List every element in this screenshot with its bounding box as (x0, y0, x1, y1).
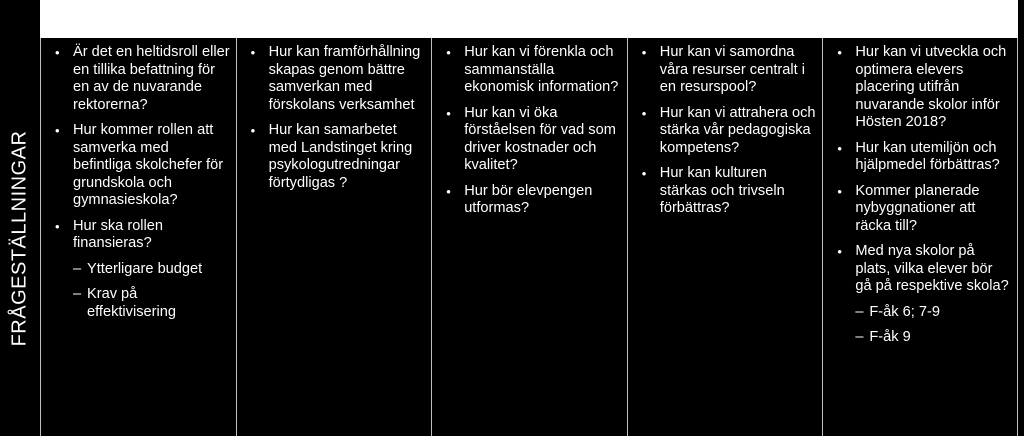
sub-item: – F-åk 9 (855, 329, 1011, 347)
question-item: • Hur ska rollen finansieras? – Ytterligare budget – Krav på effektivisering (53, 218, 230, 322)
sub-list (73, 261, 230, 322)
question-column (40, 38, 236, 436)
question-column (627, 38, 823, 436)
question-item: • Hur kan samarbetet med Landstinget kring psykologutredningar förtydligas ? (249, 122, 426, 192)
question-column (822, 38, 1018, 436)
question-item: • Hur kan vi förenkla och sammanställa ekonomisk information? (444, 44, 621, 97)
question-list (835, 44, 1011, 347)
question-list (444, 44, 621, 218)
question-list (640, 44, 817, 218)
side-label (0, 40, 40, 436)
side-label-text: FRÅGESTÄLLNINGAR (8, 130, 31, 346)
question-item: • Hur kan utemiljön och hjälpmedel förbättras? (835, 140, 1011, 175)
questions-grid (40, 38, 1018, 436)
question-list (53, 44, 230, 321)
question-item: • Hur kan vi attrahera och stärka vår pedagogiska kompetens? (640, 105, 817, 158)
sub-list (855, 304, 1011, 347)
sub-item: – Ytterligare budget (73, 261, 230, 279)
question-item: • Hur kan kulturen stärkas och trivseln förbättras? (640, 165, 817, 218)
header-band (40, 0, 1018, 38)
question-item: • Hur kan vi utveckla och optimera elevers placering utifrån nuvarande skolor inför Hösten 2018? (835, 44, 1011, 132)
question-item: • Hur kan vi samordna våra resurser centralt i en resurspool? (640, 44, 817, 97)
question-item: • Hur kan vi öka förståelsen för vad som driver kostnader och kvalitet? (444, 105, 621, 175)
question-list (249, 44, 426, 192)
sub-item: – F-åk 6; 7-9 (855, 304, 1011, 322)
question-column (431, 38, 627, 436)
question-item: • Hur kommer rollen att samverka med befintliga skolchefer för grundskola och gymnasieskola? (53, 122, 230, 210)
question-item: • Hur kan framförhållning skapas genom bättre samverkan med förskolans verksamhet (249, 44, 426, 114)
question-column (236, 38, 432, 436)
question-item: • Kommer planerade nybyggnationer att räcka till? (835, 183, 1011, 236)
question-item: • Med nya skolor på plats, vilka elever bör gå på respektive skola? – F-åk 6; 7-9 – F-åk 9 (835, 243, 1011, 347)
question-item: • Är det en heltidsroll eller en tillika befattning för en av de nuvarande rektorerna? (53, 44, 230, 114)
question-item: • Hur bör elevpengen utformas? (444, 183, 621, 218)
sub-item: – Krav på effektivisering (73, 286, 230, 321)
